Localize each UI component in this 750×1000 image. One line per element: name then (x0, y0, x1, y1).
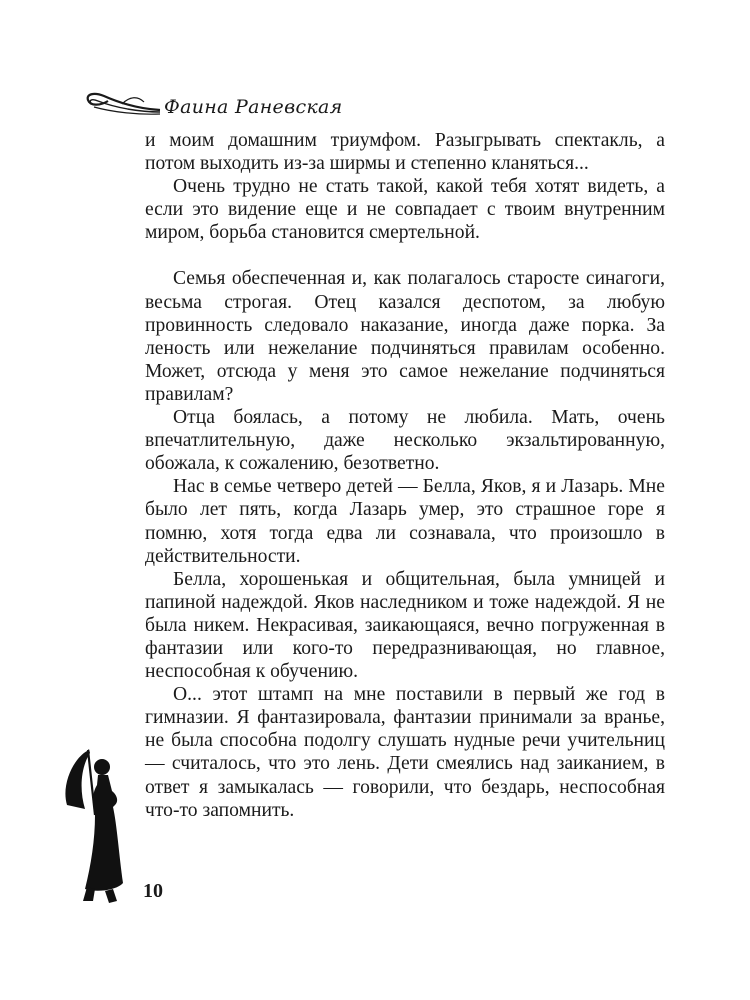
header-author-name: Фаина Раневская (164, 96, 343, 118)
woman-with-umbrella-silhouette-icon (57, 745, 132, 905)
section-break (145, 244, 665, 267)
paragraph: Белла, хорошенькая и общительная, была умницей и папиной надеждой. Яков наследником и тоже надеждой. Я не была никем. Некрасивая, заикающаяся, вечно погруженная в фантазии или кого-то передразнивающая, но главное, неспособная к обучению. (145, 568, 665, 683)
flourish-ornament-icon (82, 82, 162, 122)
paragraph: Нас в семье четверо детей — Белла, Яков, я и Лазарь. Мне было лет пять, когда Лазарь умер, это страшное горе я помню, хотя тогда едва ли сознавала, что произошло в действительности. (145, 476, 665, 567)
paragraph: и моим домашним триумфом. Разыгрывать спектакль, а потом выходить из-за ширмы и степенно кланяться... (145, 130, 665, 175)
paragraph: Семья обеспеченная и, как полагалось старосте синагоги, весьма строгая. Отец казался деспотом, за любую провинность следовало наказание, иногда даже порка. За леность или нежелание подчиняться правилам особенно. Может, отсюда у меня это самое нежелание подчиняться правилам? (145, 268, 665, 405)
paragraph: Отца боялась, а потому не любила. Мать, очень впечатлительную, даже несколько экзальтированную, обожала, к сожалению, безответно. (145, 407, 665, 475)
paragraph: О... этот штамп на мне поставили в первый же год в гимназии. Я фантазировала, фантазии принимали за вранье, не была способна подолгу слушать нудные речи учительниц — считалось, что это лень. Дети смеялись над заиканием, в ответ я замыкалась — говорили, что бездарь, неспособная что-то запомнить. (145, 684, 665, 821)
page-number: 10 (143, 880, 163, 902)
paragraph: Очень трудно не стать такой, какой тебя хотят видеть, а если это видение еще и не совпадает с твоим внутренним миром, борьба становится смертельной. (145, 176, 665, 244)
body-text (145, 129, 665, 822)
running-header (82, 82, 682, 132)
